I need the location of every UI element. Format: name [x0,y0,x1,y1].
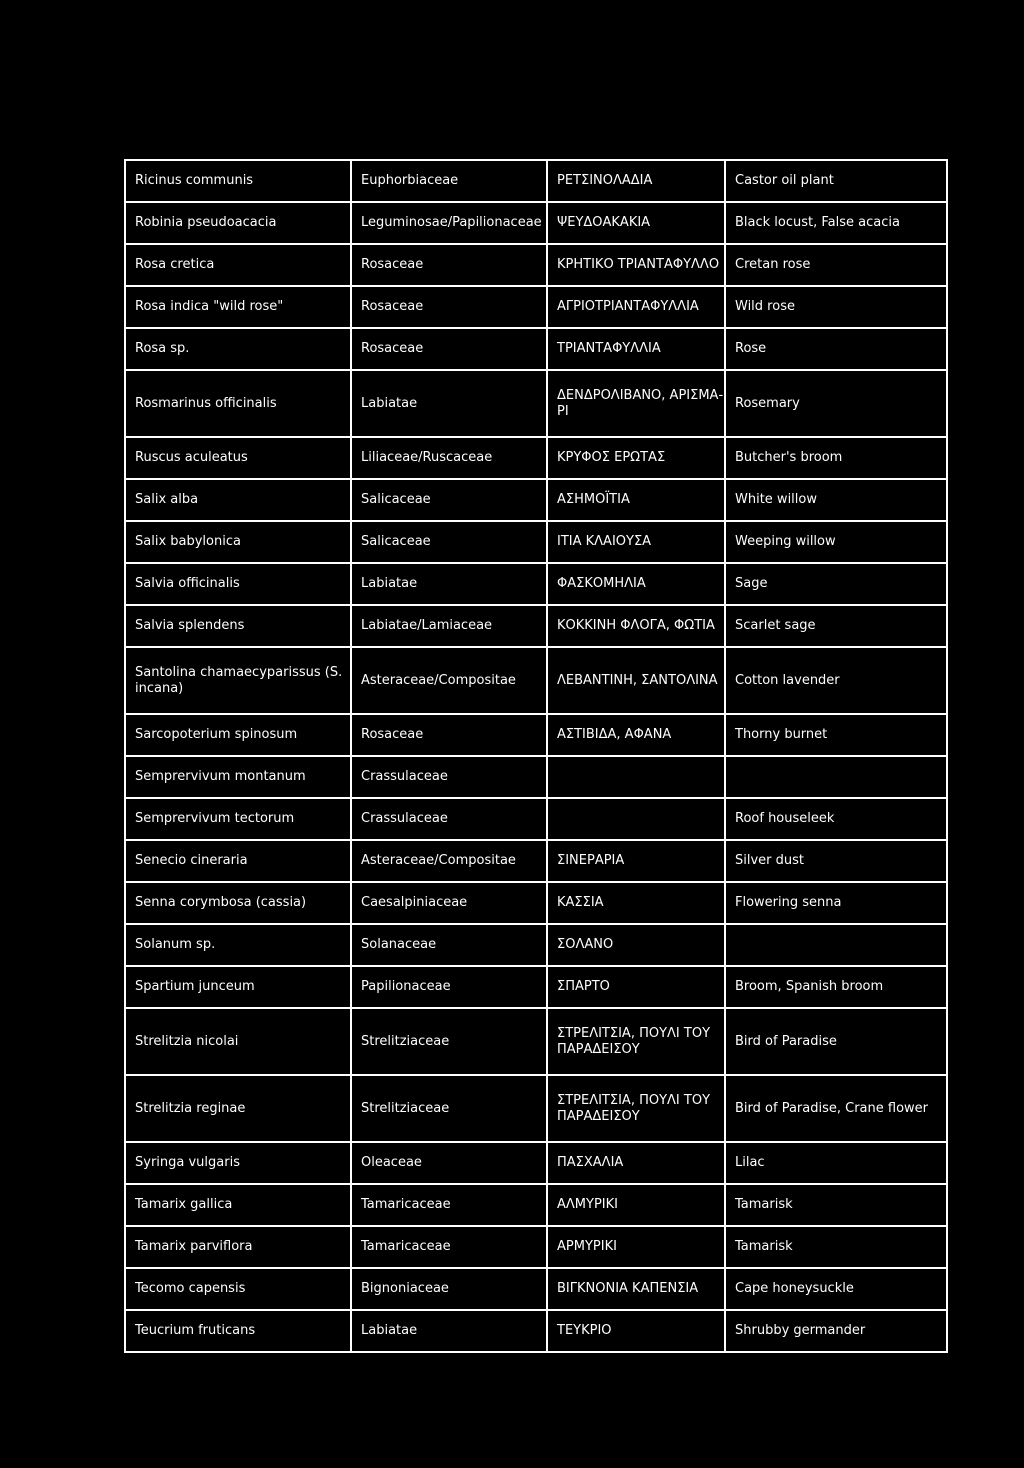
scientific-name-cell: Salvia officinalis [125,563,351,605]
table-row [125,521,947,563]
table-row [125,924,947,966]
greek-name-cell: ΣΤΡΕΛΙΤΣΙΑ, ΠΟΥΛΙ ΤΟΥ ΠΑΡΑΔΕΙΣΟΥ [547,1075,725,1142]
greek-name-cell: ΣΟΛΑΝΟ [547,924,725,966]
table-row [125,202,947,244]
scientific-name-cell: Syringa vulgaris [125,1142,351,1184]
common-name-cell: Rose [725,328,947,370]
scientific-name-cell: Strelitzia nicolai [125,1008,351,1075]
table-row [125,437,947,479]
common-name-cell: Tamarisk [725,1226,947,1268]
family-cell: Tamaricaceae [351,1184,547,1226]
table-row [125,714,947,756]
family-cell: Strelitziaceae [351,1075,547,1142]
table-row [125,605,947,647]
family-cell: Crassulaceae [351,798,547,840]
table-row [125,1310,947,1352]
table-row [125,370,947,437]
family-cell: Tamaricaceae [351,1226,547,1268]
table-row [125,1142,947,1184]
family-cell: Rosaceae [351,286,547,328]
table-row [125,328,947,370]
table-row [125,966,947,1008]
greek-name-cell: ΑΡΜΥΡΙΚΙ [547,1226,725,1268]
family-cell: Labiatae/Lamiaceae [351,605,547,647]
plant-table [124,159,948,1353]
family-cell: Rosaceae [351,244,547,286]
greek-name-cell: ΑΣΗΜΟΪΤΙΑ [547,479,725,521]
family-cell: Salicaceae [351,479,547,521]
greek-name-cell: ΛΕΒΑΝΤΙΝΗ, ΣΑΝΤΟΛΙΝΑ [547,647,725,714]
plant-table-body [125,160,947,1352]
common-name-cell: Scarlet sage [725,605,947,647]
table-row [125,647,947,714]
scientific-name-cell: Tamarix parviflora [125,1226,351,1268]
common-name-cell: Thorny burnet [725,714,947,756]
table-row [125,1008,947,1075]
common-name-cell: Broom, Spanish broom [725,966,947,1008]
greek-name-cell: ΔΕΝΔΡΟΛΙΒΑΝΟ, ΑΡΙΣΜΑ-ΡΙ [547,370,725,437]
table-row [125,840,947,882]
common-name-cell: Bird of Paradise, Crane flower [725,1075,947,1142]
scientific-name-cell: Ricinus communis [125,160,351,202]
scientific-name-cell: Tecomo capensis [125,1268,351,1310]
family-cell: Solanaceae [351,924,547,966]
common-name-cell [725,756,947,798]
common-name-cell: Sage [725,563,947,605]
table-row [125,563,947,605]
common-name-cell [725,924,947,966]
common-name-cell: Rosemary [725,370,947,437]
greek-name-cell: ΚΑΣΣΙΑ [547,882,725,924]
family-cell: Crassulaceae [351,756,547,798]
scientific-name-cell: Robinia pseudoacacia [125,202,351,244]
greek-name-cell: ΣΤΡΕΛΙΤΣΙΑ, ΠΟΥΛΙ ΤΟΥ ΠΑΡΑΔΕΙΣΟΥ [547,1008,725,1075]
scientific-name-cell: Semprervivum tectorum [125,798,351,840]
family-cell: Labiatae [351,370,547,437]
common-name-cell: Black locust, False acacia [725,202,947,244]
family-cell: Caesalpiniaceae [351,882,547,924]
scientific-name-cell: Spartium junceum [125,966,351,1008]
common-name-cell: Tamarisk [725,1184,947,1226]
family-cell: Bignoniaceae [351,1268,547,1310]
common-name-cell: Butcher's broom [725,437,947,479]
scientific-name-cell: Rosmarinus officinalis [125,370,351,437]
table-row [125,1268,947,1310]
table-row [125,1075,947,1142]
family-cell: Labiatae [351,563,547,605]
greek-name-cell: ΦΑΣΚΟΜΗΛΙΑ [547,563,725,605]
table-row [125,160,947,202]
table-row [125,1184,947,1226]
family-cell: Papilionaceae [351,966,547,1008]
family-cell: Oleaceae [351,1142,547,1184]
greek-name-cell: ΤΕΥΚΡΙΟ [547,1310,725,1352]
greek-name-cell: ΚΡΗΤΙΚΟ ΤΡΙΑΝΤΑΦΥΛΛΟ [547,244,725,286]
scientific-name-cell: Salix babylonica [125,521,351,563]
greek-name-cell: ΤΡΙΑΝΤΑΦΥΛΛΙΑ [547,328,725,370]
greek-name-cell: ΨΕΥΔΟΑΚΑΚΙΑ [547,202,725,244]
family-cell: Rosaceae [351,328,547,370]
family-cell: Asteraceae/Compositae [351,840,547,882]
table-row [125,798,947,840]
scientific-name-cell: Rosa indica "wild rose" [125,286,351,328]
table-row [125,479,947,521]
greek-name-cell: ΣΠΑΡΤΟ [547,966,725,1008]
scientific-name-cell: Strelitzia reginae [125,1075,351,1142]
greek-name-cell: ΒΙΓΚΝΟΝΙΑ ΚΑΠΕΝΣΙΑ [547,1268,725,1310]
common-name-cell: Cretan rose [725,244,947,286]
common-name-cell: Castor oil plant [725,160,947,202]
scientific-name-cell: Santolina chamaecyparissus (S. incana) [125,647,351,714]
scientific-name-cell: Rosa cretica [125,244,351,286]
table-row [125,244,947,286]
greek-name-cell: ΑΓΡΙΟΤΡΙΑΝΤΑΦΥΛΛΙΑ [547,286,725,328]
scientific-name-cell: Sarcopoterium spinosum [125,714,351,756]
greek-name-cell: ΠΑΣΧΑΛΙΑ [547,1142,725,1184]
greek-name-cell [547,756,725,798]
family-cell: Strelitziaceae [351,1008,547,1075]
common-name-cell: Silver dust [725,840,947,882]
greek-name-cell [547,798,725,840]
scientific-name-cell: Ruscus aculeatus [125,437,351,479]
scientific-name-cell: Senna corymbosa (cassia) [125,882,351,924]
family-cell: Asteraceae/Compositae [351,647,547,714]
greek-name-cell: ΣΙΝΕΡΑΡΙΑ [547,840,725,882]
greek-name-cell: ΙΤΙΑ ΚΛΑΙΟΥΣΑ [547,521,725,563]
scientific-name-cell: Tamarix gallica [125,1184,351,1226]
family-cell: Euphorbiaceae [351,160,547,202]
greek-name-cell: ΚΟΚΚΙΝΗ ΦΛΟΓΑ, ΦΩΤΙΑ [547,605,725,647]
family-cell: Rosaceae [351,714,547,756]
common-name-cell: Lilac [725,1142,947,1184]
common-name-cell: Flowering senna [725,882,947,924]
common-name-cell: Roof houseleek [725,798,947,840]
table-row [125,1226,947,1268]
family-cell: Salicaceae [351,521,547,563]
scientific-name-cell: Salvia splendens [125,605,351,647]
scientific-name-cell: Senecio cineraria [125,840,351,882]
family-cell: Liliaceae/Ruscaceae [351,437,547,479]
common-name-cell: Wild rose [725,286,947,328]
greek-name-cell: ΚΡΥΦΟΣ ΕΡΩΤΑΣ [547,437,725,479]
scientific-name-cell: Semprervivum montanum [125,756,351,798]
scientific-name-cell: Salix alba [125,479,351,521]
common-name-cell: Weeping willow [725,521,947,563]
scientific-name-cell: Rosa sp. [125,328,351,370]
common-name-cell: Cape honeysuckle [725,1268,947,1310]
greek-name-cell: ΑΣΤΙΒΙΔΑ, ΑΦΑΝΑ [547,714,725,756]
table-row [125,756,947,798]
common-name-cell: Shrubby germander [725,1310,947,1352]
table-row [125,286,947,328]
family-cell: Labiatae [351,1310,547,1352]
scientific-name-cell: Solanum sp. [125,924,351,966]
greek-name-cell: ΡΕΤΣΙΝΟΛΑΔΙΑ [547,160,725,202]
scientific-name-cell: Teucrium fruticans [125,1310,351,1352]
greek-name-cell: ΑΛΜΥΡΙΚΙ [547,1184,725,1226]
common-name-cell: Bird of Paradise [725,1008,947,1075]
common-name-cell: Cotton lavender [725,647,947,714]
common-name-cell: White willow [725,479,947,521]
family-cell: Leguminosae/Papilionaceae [351,202,547,244]
table-row [125,882,947,924]
